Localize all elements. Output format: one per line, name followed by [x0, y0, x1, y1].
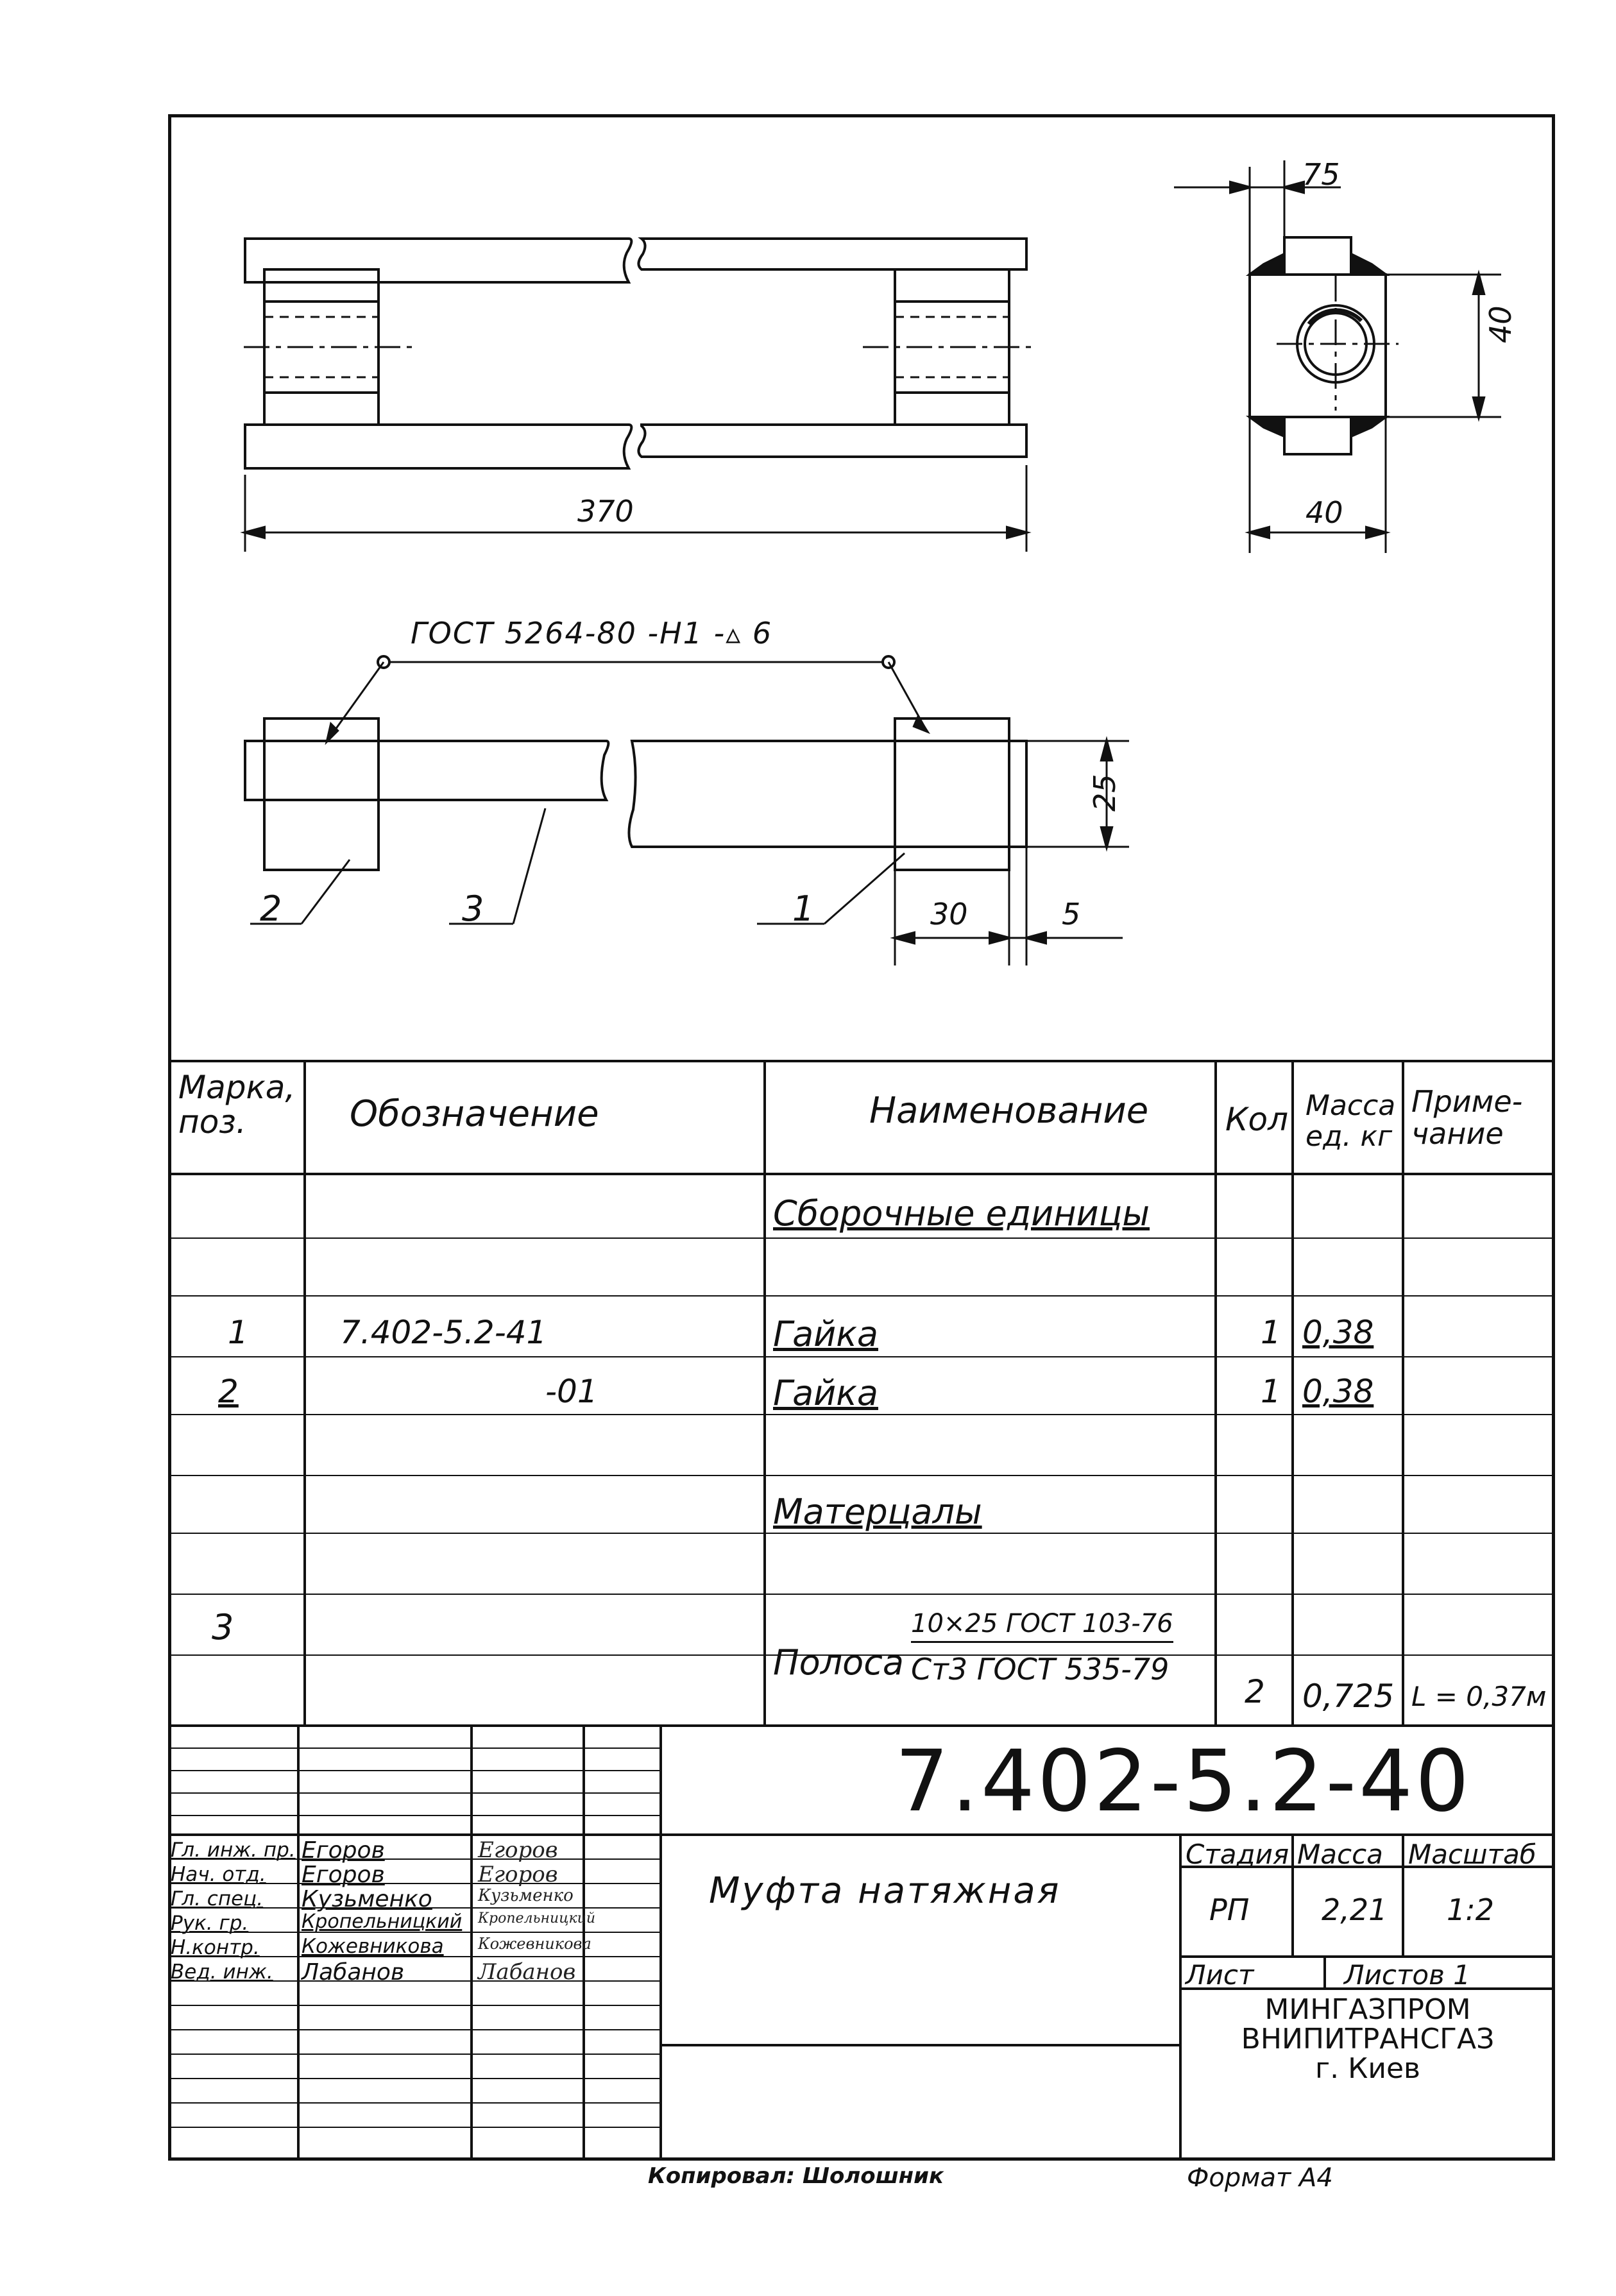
mass-label: Масса — [1297, 1839, 1383, 1870]
row2-qty: 1 — [1261, 1373, 1281, 1410]
row1-mark: 1 — [228, 1314, 248, 1351]
material-qty: 2 — [1245, 1673, 1265, 1710]
staff-role: Нач. отд. — [171, 1863, 266, 1886]
callout-2: 2 — [260, 889, 282, 929]
section-assemblies: Сборочные единицы — [773, 1193, 1150, 1234]
row2-mark: 2 — [218, 1373, 239, 1410]
material-mark: 3 — [212, 1607, 234, 1647]
sheet-label: Лист — [1186, 1959, 1254, 1991]
staff-name: Егоров — [302, 1837, 385, 1864]
staff-name: Кропельницкий — [302, 1910, 463, 1933]
copied-by: Копировал: Шолошник — [648, 2163, 944, 2189]
dim-end-width: 75 — [1302, 157, 1340, 192]
row2-designation: -01 — [545, 1373, 598, 1410]
callout-1: 1 — [792, 889, 815, 929]
row2-mass: 0,38 — [1302, 1373, 1374, 1410]
stage-label: Стадия — [1186, 1839, 1289, 1870]
staff-name: Кузьменко — [302, 1886, 432, 1912]
header-name: Наименование — [869, 1090, 1149, 1132]
staff-role: Н.контр. — [171, 1936, 260, 1959]
staff-role: Гл. спец. — [171, 1887, 264, 1910]
dim-offset: 5 — [1062, 897, 1081, 931]
row1-designation: 7.402-5.2-41 — [340, 1314, 547, 1351]
row1-qty: 1 — [1261, 1314, 1281, 1351]
material-note: L = 0,37м — [1411, 1681, 1547, 1712]
org-line-1: МИНГАЗПРОМ — [1264, 1993, 1471, 2026]
material-mass: 0,725 — [1302, 1678, 1395, 1715]
header-mass: Масса ед. кг — [1306, 1089, 1396, 1153]
staff-role: Вед. инж. — [171, 1960, 273, 1984]
row2-name: Гайка — [773, 1373, 878, 1413]
paper-format: Формат А4 — [1187, 2163, 1333, 2193]
header-qty: Кол — [1225, 1101, 1289, 1138]
doc-number: 7.402-5.2-40 — [895, 1732, 1472, 1831]
row1-name: Гайка — [773, 1314, 878, 1354]
org-line-2: ВНИПИТРАНСГАЗ — [1241, 2023, 1495, 2055]
sheets-label: Листов 1 — [1344, 1959, 1470, 1991]
signature: Егоров — [478, 1862, 558, 1887]
callout-3: 3 — [462, 889, 484, 929]
signature: Егоров — [478, 1837, 558, 1863]
scale-label: Масштаб — [1408, 1839, 1536, 1870]
staff-name: Лабанов — [302, 1959, 405, 1986]
header-note: Приме- чание — [1411, 1084, 1523, 1151]
drawing-title: Муфта натяжная — [709, 1870, 1061, 1912]
side-view — [1174, 160, 1501, 553]
dim-side-height: 40 — [1483, 305, 1518, 343]
staff-role: Рук. гр. — [171, 1912, 249, 1935]
dim-nut-width: 30 — [930, 897, 968, 931]
header-designation: Обозначение — [350, 1093, 599, 1135]
staff-name: Кожевникова — [302, 1935, 444, 1958]
stage-value: РП — [1209, 1892, 1250, 1927]
front-view — [244, 239, 1036, 552]
staff-name: Егоров — [302, 1862, 385, 1888]
signature: Лабанов — [478, 1959, 576, 1985]
material-name: Полоса — [773, 1642, 904, 1683]
mass-value: 2,21 — [1322, 1892, 1388, 1927]
weld-note: ГОСТ 5264-80 -Н1 -▵ 6 — [411, 616, 773, 651]
signature: Кожевникова — [478, 1935, 591, 1953]
staff-role: Гл. инж. пр. — [171, 1839, 296, 1862]
dim-side-width: 40 — [1306, 495, 1343, 530]
material-fraction-top: 10×25 ГОСТ 103-76 — [911, 1609, 1173, 1643]
signature: Кропельницкий — [478, 1910, 596, 1926]
row1-mass: 0,38 — [1302, 1314, 1374, 1351]
section-materials: Матерцалы — [773, 1492, 982, 1532]
organization — [1180, 1995, 1555, 2084]
dim-bar-height: 25 — [1087, 774, 1122, 812]
dim-total-length: 370 — [577, 494, 634, 529]
scale-value: 1:2 — [1447, 1892, 1495, 1927]
org-line-3: г. Киев — [1315, 2052, 1420, 2085]
material-fraction-bottom: Ст3 ГОСТ 535-79 — [911, 1652, 1169, 1687]
top-view — [245, 656, 1129, 965]
signature: Кузьменко — [478, 1886, 574, 1905]
header-mark: Марка, поз. — [178, 1069, 296, 1141]
